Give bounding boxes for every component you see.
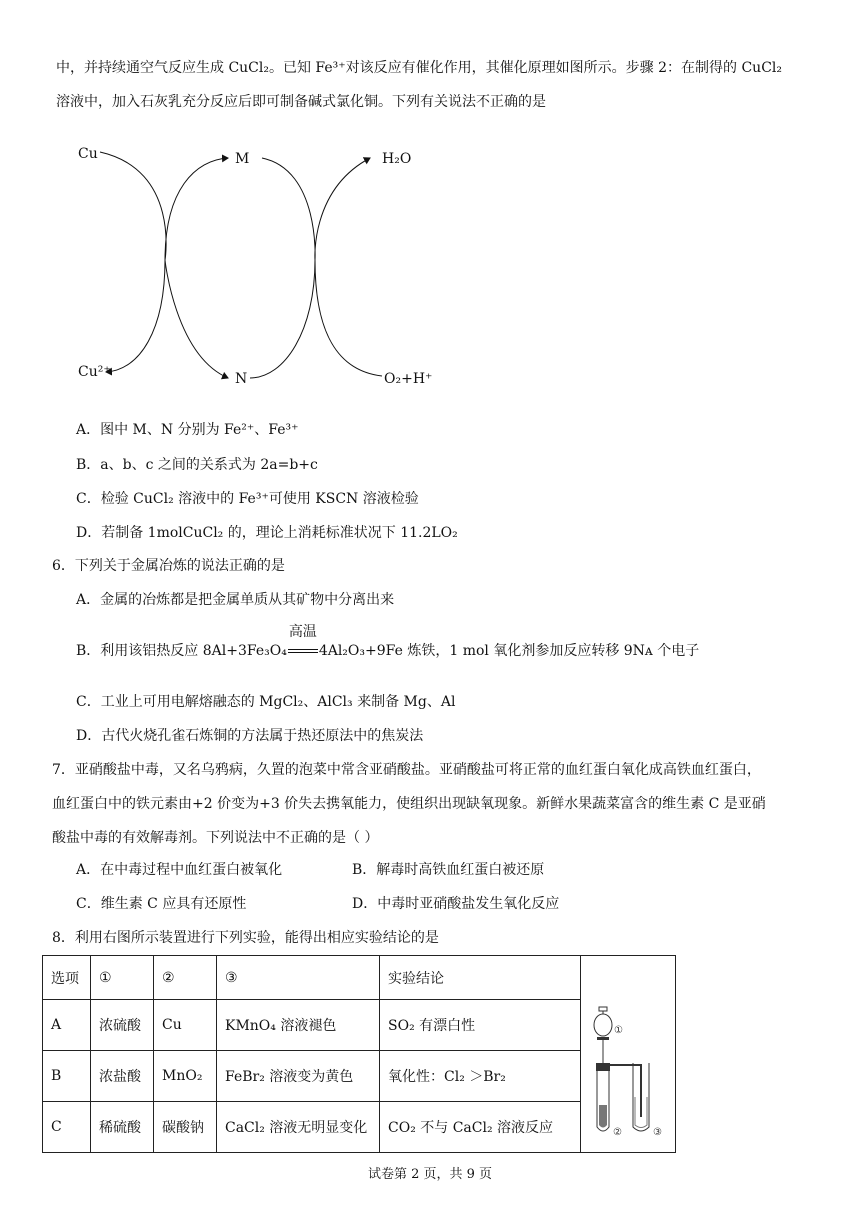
header-reagent-1: ① (91, 956, 154, 1000)
header-conclusion: 实验结论 (380, 956, 581, 1000)
q7-option-a: A．在中毒过程中血红蛋白被氧化 (76, 862, 283, 878)
table-header-row (43, 956, 676, 1000)
apparatus-cell (581, 956, 676, 1153)
label-cu: Cu (78, 146, 98, 162)
q7-stem-line-3: 酸盐中毒的有效解毒剂。下列说法中不正确的是（ ） (52, 830, 379, 846)
page-footer: 试卷第 2 页，共 9 页 (367, 1167, 493, 1182)
row-c-reagent-2: 碳酸钠 (154, 1102, 217, 1153)
label-m: M (235, 151, 250, 167)
equals-sign (288, 649, 318, 653)
arrow-m-to-h2o (262, 158, 370, 260)
label-n: N (235, 371, 248, 387)
row-c-reagent-3: CaCl₂ 溶液无明显变化 (217, 1102, 380, 1153)
q6-stem: 6．下列关于金属冶炼的说法正确的是 (52, 558, 285, 574)
apparatus-label-3: ③ (653, 1127, 662, 1138)
q8-stem: 8．利用右图所示装置进行下列实验，能得出相应实验结论的是 (52, 930, 439, 946)
q7-option-b: B．解毒时高铁血红蛋白被还原 (352, 862, 545, 878)
arrow-to-m (165, 158, 228, 260)
row-b-option: B (43, 1051, 91, 1102)
q7-option-d: D．中毒时亚硝酸盐发生氧化反应 (352, 896, 560, 912)
q7-stem-line-2: 血红蛋白中的铁元素由+2 价变为+3 价失去携氧能力，使组织出现缺氧现象。新鲜水果蔬菜富含的维生素 C 是亚硝 (52, 796, 766, 812)
q8-table (42, 955, 676, 1153)
apparatus-label-2: ② (613, 1127, 622, 1138)
arrow-n-from-o2 (250, 260, 315, 378)
q6-b-reactants: B．利用该铝热反应 8Al+3Fe₃O₄ (76, 643, 287, 659)
q7-stem-line-1: 7．亚硝酸盐中毒，又名乌鸦病，久置的泡菜中常含亚硝酸盐。亚硝酸盐可将正常的血红蛋白氧化成高铁血红蛋白， (52, 762, 761, 778)
row-c-reagent-1: 稀硫酸 (91, 1102, 154, 1153)
reaction-condition (287, 624, 319, 661)
q6-option-d: D．古代火烧孔雀石炼铜的方法属于热还原法中的焦炭法 (76, 728, 424, 744)
apparatus-label-1: ① (614, 1025, 623, 1036)
label-h2o: H₂O (382, 151, 412, 167)
label-o2h: O₂+H⁺ (384, 371, 433, 387)
q5-option-a: A．图中 M、N 分别为 Fe²⁺、Fe³⁺ (76, 422, 299, 438)
q6-option-c: C．工业上可用电解熔融态的 MgCl₂、AlCl₃ 来制备 Mg、Al (76, 694, 456, 710)
intro-line-2: 溶液中，加入石灰乳充分反应后即可制备碱式氯化铜。下列有关说法不正确的是 (56, 94, 546, 110)
row-b-reagent-1: 浓盐酸 (91, 1051, 154, 1102)
row-c-conclusion: CO₂ 不与 CaCl₂ 溶液反应 (380, 1102, 581, 1153)
q6-b-products: 4Al₂O₃+9Fe 炼铁，1 mol 氧化剂参加反应转移 9Nᴀ 个电子 (318, 643, 700, 659)
row-c-option: C (43, 1102, 91, 1153)
q6-option-a: A．金属的冶炼都是把金属单质从其矿物中分离出来 (76, 592, 395, 608)
row-b-conclusion: 氧化性：Cl₂ ＞Br₂ (380, 1051, 581, 1102)
row-b-reagent-3: FeBr₂ 溶液变为黄色 (217, 1051, 380, 1102)
q5-option-d: D．若制备 1molCuCl₂ 的，理论上消耗标准状况下 11.2LO₂ (76, 525, 458, 541)
row-a-option: A (43, 1000, 91, 1051)
intro-line-1: 中，并持续通空气反应生成 CuCl₂。已知 Fe³⁺对该反应有催化作用，其催化原理如图所示。步骤 2：在制得的 CuCl₂ (56, 60, 783, 76)
q5-option-b: B．a、b、c 之间的关系式为 2a=b+c (76, 457, 318, 473)
q5-option-c: C．检验 CuCl₂ 溶液中的 Fe³⁺可使用 KSCN 溶液检验 (76, 491, 419, 507)
row-a-reagent-1: 浓硫酸 (91, 1000, 154, 1051)
apparatus-icon (581, 977, 675, 1138)
q6-option-b (76, 624, 700, 661)
label-cu2: Cu²⁺ (78, 364, 111, 380)
row-a-conclusion: SO₂ 有漂白性 (380, 1000, 581, 1051)
header-reagent-2: ② (154, 956, 217, 1000)
header-reagent-3: ③ (217, 956, 380, 1000)
catalysis-cycle-diagram (70, 140, 433, 390)
arrow-cu-to-n (100, 152, 228, 378)
q7-option-c: C．维生素 C 应具有还原性 (76, 896, 247, 912)
header-option: 选项 (43, 956, 91, 1000)
arrow-n-to-cu2 (106, 260, 165, 372)
condition-high-temp: 高温 (288, 624, 317, 640)
row-a-reagent-2: Cu (154, 1000, 217, 1051)
row-b-reagent-2: MnO₂ (154, 1051, 217, 1102)
arrow-o2-into-cycle (315, 260, 382, 376)
row-a-reagent-3: KMnO₄ 溶液褪色 (217, 1000, 380, 1051)
